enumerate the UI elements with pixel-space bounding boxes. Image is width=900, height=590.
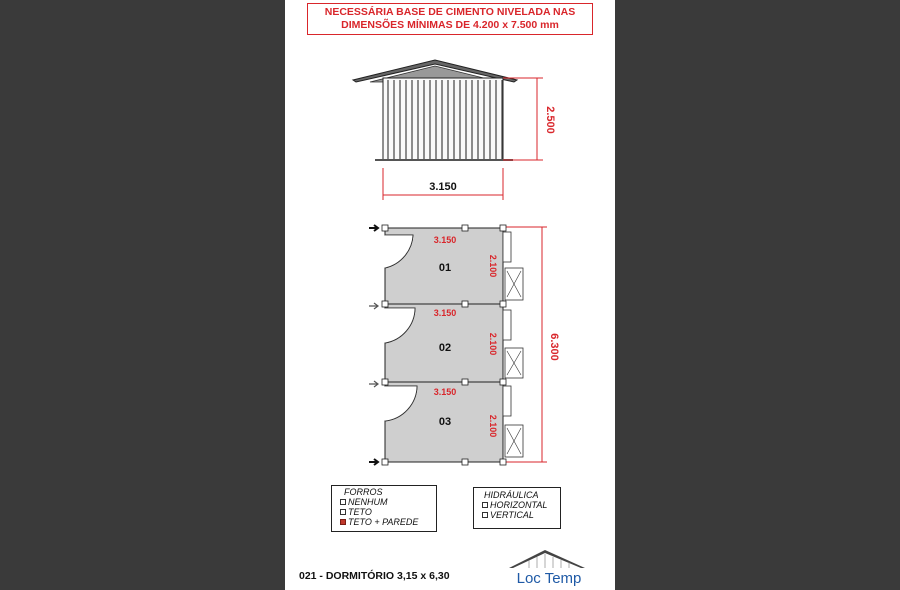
width-label: 3.150 [429,181,457,193]
room-width-label: 3.150 [433,387,457,397]
entry-arrow-icon [369,225,378,231]
checkbox-checked-icon [340,519,346,525]
hidraulica-title: HIDRÁULICA [484,490,539,500]
brand-name: Loc Temp [516,570,582,587]
forros-title: FORROS [344,487,383,497]
checkbox-icon [340,509,346,515]
floor-plan [285,210,615,475]
height-dimension [503,78,543,160]
checkbox-icon [482,512,488,518]
entry-arrow-icon [369,459,378,465]
checkbox-icon [482,502,488,508]
room-number: 02 [438,342,452,354]
corrugated-wall [383,78,503,160]
front-elevation [285,0,615,210]
room-depth-label: 2.100 [488,414,498,438]
room-number: 03 [438,416,452,428]
notice-line-1: NECESSÁRIA BASE DE CIMENTO NIVELADA NAS [324,6,576,18]
drawing-sheet [285,0,615,590]
window [503,386,511,416]
room-02 [369,303,523,382]
room-width-label: 3.150 [433,235,457,245]
window [503,232,511,262]
window [503,310,511,340]
room-01 [369,225,523,304]
forros-option-teto: TETO [340,507,436,517]
drawing-code: 021 - DORMITÓRIO 3,15 x 6,30 [299,570,450,582]
room-depth-label: 2.100 [488,332,498,356]
room-width-label: 3.150 [433,308,457,318]
entry-arrow-icon [369,303,378,309]
room-number: 01 [438,262,452,274]
hidraulica-option-horizontal: HORIZONTAL [482,500,560,510]
logo-roof-icon [509,550,585,568]
loc-temp-logo [499,548,599,588]
forros-option-teto-parede: TETO + PAREDE [340,517,436,527]
room-depth-label: 2.100 [488,254,498,278]
room-03 [369,381,523,465]
hidraulica-option-vertical: VERTICAL [482,510,560,520]
hidraulica-legend [473,487,561,529]
forros-option-nenhum: NENHUM [340,497,436,507]
entry-arrow-icon [369,381,378,387]
forros-legend [331,485,437,532]
total-length-label: 6.300 [548,333,560,361]
height-label: 2.500 [544,106,556,134]
notice-line-2: DIMENSÕES MÍNIMAS DE 4.200 x 7.500 mm [341,19,559,31]
checkbox-icon [340,499,346,505]
